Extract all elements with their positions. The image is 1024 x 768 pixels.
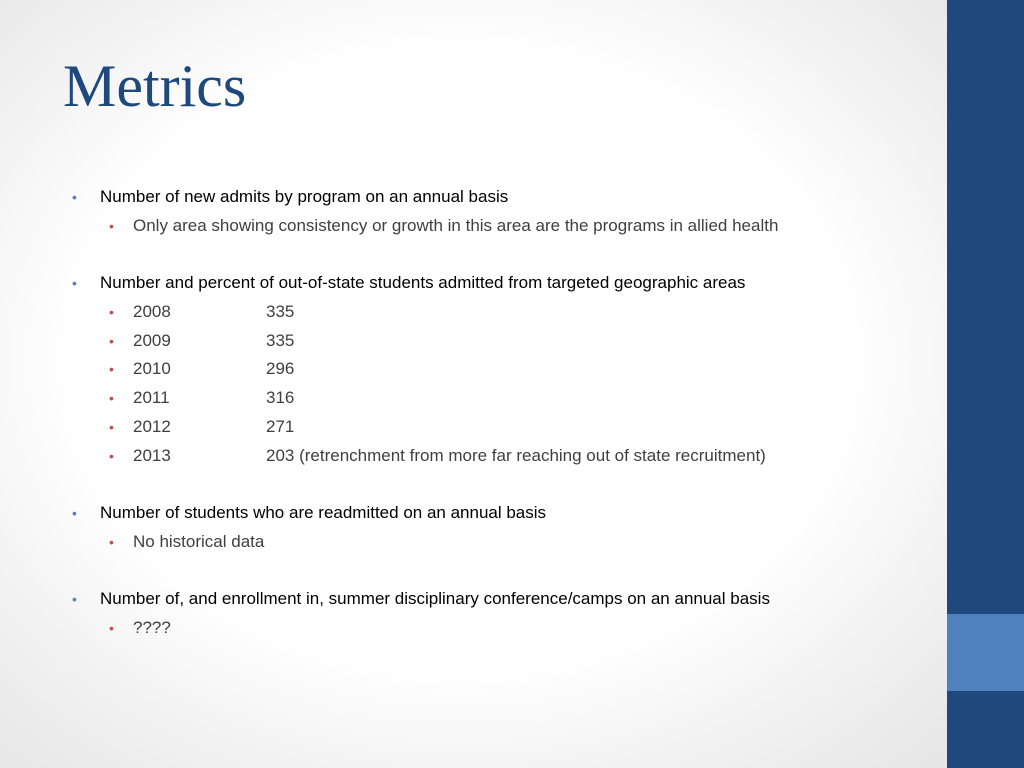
bullet-text: Number of, and enrollment in, summer disciplinary conference/camps on an annual basis	[100, 589, 770, 609]
bullet-dot-icon: •	[109, 620, 114, 637]
bullet-dot-icon: •	[109, 361, 114, 378]
bullet-l2	[72, 212, 932, 241]
bullet-l1	[72, 585, 932, 614]
year-label: 2010	[133, 359, 171, 379]
bullet-dot-icon: •	[109, 533, 114, 550]
section-summer-camps	[72, 585, 932, 643]
year-label: 2008	[133, 301, 171, 321]
bullet-content	[72, 183, 932, 671]
year-row	[72, 298, 932, 327]
sidebar-accent-block	[947, 614, 1024, 691]
year-value: 335	[266, 330, 295, 350]
section-new-admits	[72, 183, 932, 241]
bullet-dot-icon: •	[72, 189, 77, 205]
year-value: 296	[266, 359, 295, 379]
bullet-l1	[72, 499, 932, 528]
year-row	[72, 355, 932, 384]
bullet-dot-icon: •	[72, 505, 77, 522]
year-label: 2009	[133, 330, 171, 350]
year-row	[72, 413, 932, 442]
year-row	[72, 442, 932, 471]
year-row	[72, 384, 932, 413]
section-readmitted	[72, 499, 932, 557]
bullet-text: Number of new admits by program on an annual basis	[100, 187, 509, 206]
bullet-l2	[72, 528, 932, 557]
bullet-dot-icon: •	[72, 591, 77, 608]
bullet-dot-icon: •	[109, 390, 114, 407]
year-label: 2013	[133, 445, 171, 465]
bullet-dot-icon: •	[72, 275, 77, 292]
bullet-dot-icon: •	[109, 447, 114, 464]
bullet-text: No historical data	[133, 531, 265, 551]
bullet-dot-icon: •	[109, 419, 114, 436]
year-value: 203 (retrenchment from more far reaching out of state recruitment)	[266, 445, 766, 465]
year-label: 2011	[133, 388, 170, 408]
slide-title: Metrics	[63, 53, 247, 119]
section-out-of-state	[72, 269, 932, 471]
bullet-text: ????	[133, 618, 171, 638]
year-value: 271	[266, 417, 295, 437]
bullet-dot-icon: •	[109, 332, 114, 349]
year-value: 316	[266, 388, 295, 408]
bullet-dot-icon: •	[109, 303, 114, 320]
year-label: 2012	[133, 417, 171, 437]
bullet-text: Only area showing consistency or growth in this area are the programs in allied health	[133, 215, 779, 235]
bullet-dot-icon: •	[109, 217, 114, 234]
bullet-text: Number and percent of out-of-state students admitted from targeted geographic areas	[100, 273, 746, 293]
bullet-l2	[72, 614, 932, 643]
bullet-l1	[72, 183, 932, 212]
bullet-l1	[72, 269, 932, 298]
bullet-text: Number of students who are readmitted on an annual basis	[100, 503, 547, 523]
year-row	[72, 327, 932, 356]
year-value: 335	[266, 301, 295, 321]
